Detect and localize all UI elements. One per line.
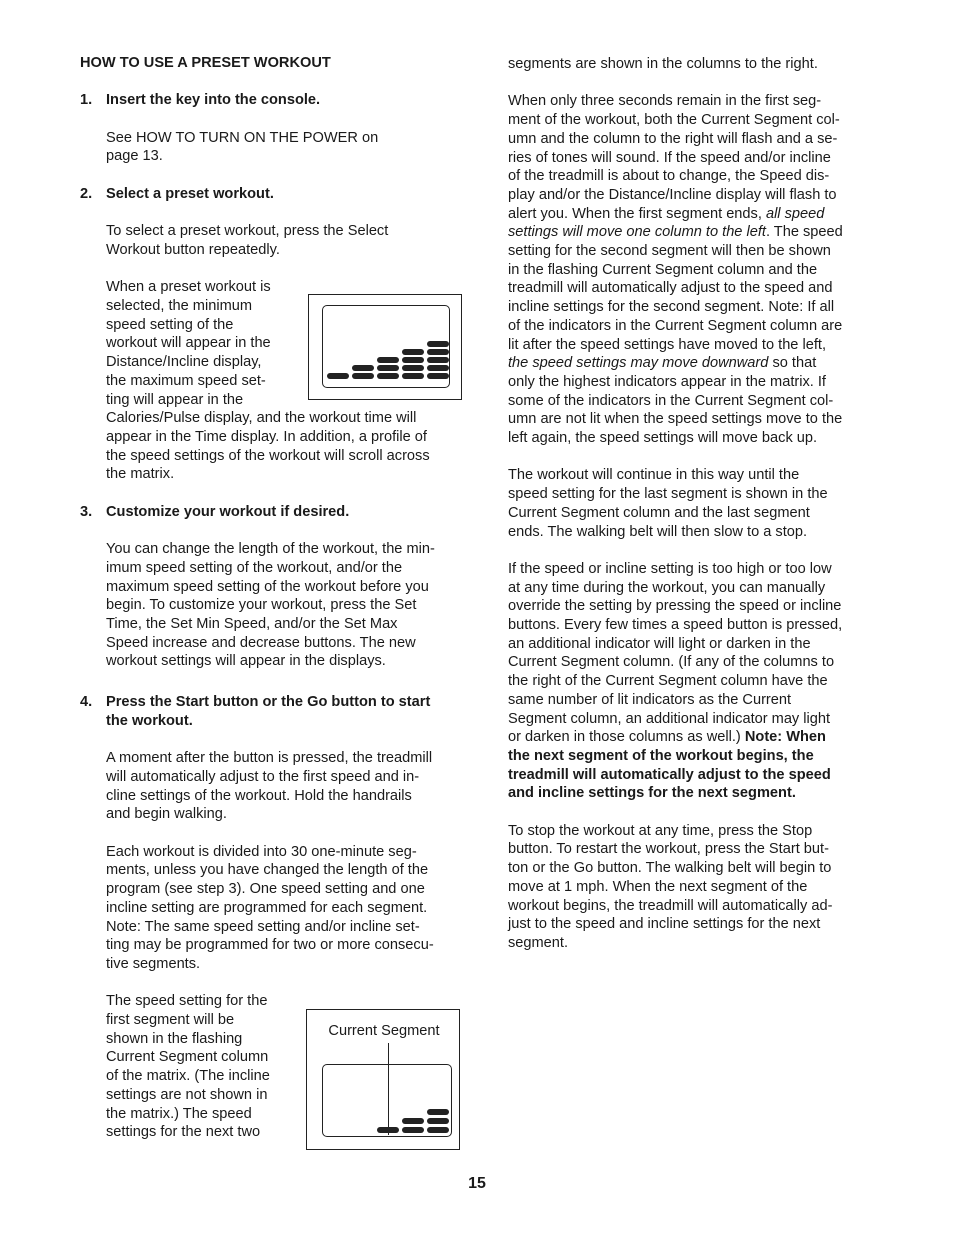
- matrix-indicator: [427, 365, 449, 371]
- step-4-text: A moment after the button is pressed, the treadmill will automatically adjust to the first speed and in- cline settings of the workout. Hold the handrails and begin walking. Each workout is divided into 30 one-minute seg- ments, unless you have changed the length of the program (see step 3). One speed setting and one incline setting are programmed for each segment. Note: The same speed setting and/or incline set- ting may be programmed for two or more consecu- tive segments. The speed setting for the first segment will be shown in the flashing Current Segment column of the matrix. (The incline settings are not shown in the matrix.) The speed settings for the next two: [106, 750, 434, 1141]
- matrix-display: [322, 1064, 452, 1137]
- paragraph-continue: The workout will continue in this way until the speed setting for the last segment is shown in the Current Segment column and the last segment ends. The walking belt will then slow to a stop.: [508, 467, 828, 540]
- matrix-indicator: [352, 373, 374, 379]
- paragraph-override: If the speed or incline setting is too high or too low at any time during the workout, you can manually override the setting by pressing the speed or incline buttons. Every few times a speed button is pressed, an additional indicator will light or darken in the Current Segment column. (If any of the columns to the right of the Current Segment column have the same number of lit indicators as the Current Segment column, an additional indicator may light or darken in those columns as well.) Note: When the next segment of the workout begins, the treadmill will automatically adjust to the speed and incline settings for the next segment.: [508, 560, 843, 802]
- matrix-display: [322, 305, 450, 388]
- matrix-indicator: [427, 1109, 449, 1115]
- matrix-indicator: [352, 365, 374, 371]
- section-heading: HOW TO USE A PRESET WORKOUT: [80, 55, 331, 71]
- paragraph-stop: To stop the workout at any time, press the Stop button. To restart the workout, press the Start but- ton or the Go button. The walking belt will begin to move at 1 mph. When the next segment of the workout begins, the treadmill will automatically ad- just to the speed and incline settings for the next segment.: [508, 822, 833, 951]
- step-2-text: To select a preset workout, press the Select Workout button repeatedly. When a preset workout is selected, the minimum speed setting of the workout will appear in the Distance/Incline display, the maximum speed set- ting will appear in the Calories/Pulse display, and the workout time will appear in the Time display. In addition, a profile of the speed settings of the workout will scroll across the matrix.: [106, 223, 430, 483]
- matrix-indicator: [402, 1127, 424, 1133]
- matrix-indicator: [402, 1118, 424, 1124]
- matrix-indicator: [402, 357, 424, 363]
- matrix-indicator: [427, 373, 449, 379]
- matrix-indicator: [402, 373, 424, 379]
- page-number: 15: [468, 1175, 486, 1192]
- step-3-title: 3. Customize your workout if desired.: [80, 503, 350, 520]
- matrix-indicator: [427, 1118, 449, 1124]
- step-4-title: 4. Press the Start button or the Go button to start the workout.: [80, 694, 431, 729]
- current-segment-figure: [306, 1009, 460, 1150]
- matrix-indicator: [402, 365, 424, 371]
- step-1-title: 1. Insert the key into the console.: [80, 92, 321, 109]
- matrix-indicator: [377, 373, 399, 379]
- matrix-indicator: [377, 357, 399, 363]
- step-2-title: 2. Select a preset workout.: [80, 185, 274, 202]
- matrix-indicator: [427, 349, 449, 355]
- matrix-indicator: [427, 1127, 449, 1133]
- matrix-indicator: [377, 365, 399, 371]
- step-3-text: You can change the length of the workout, the min- imum speed setting of the workout, and/or the maximum speed setting of the workout before you begin. To customize your workout, press the Set Time, the Set Min Speed, and/or the Set Max Speed increase and decrease buttons. The new workout settings will appear in the displays.: [106, 541, 435, 670]
- left-column: [80, 54, 465, 1142]
- matrix-indicator: [402, 349, 424, 355]
- matrix-profile-figure: [308, 294, 462, 400]
- matrix-indicator: [377, 1127, 399, 1133]
- paragraph-segment-flash: When only three seconds remain in the first seg- ment of the workout, both the Current Segment col- umn and the column to the right will flash and a se- ries of tones will sound. If the speed and/or incline of the treadmill is about to change, the Speed dis- play and/or the Distance/Incline display will flash to alert you. When the first segment ends, all speed settings will move one column to the left. The speed setting for the second segment will then be shown in the flashing Current Segment column and the treadmill will automatically adjust to the speed and incline settings for the second segment. Note: If all of the indicators in the Current Segment column are lit after the speed settings have moved to the left, the speed settings may move downward so that only the highest indicators appear in the matrix. If some of the indicators in the Current Segment col- umn are not lit when the speed settings move to the left again, the speed settings will move back up.: [508, 93, 843, 447]
- matrix-indicator: [427, 341, 449, 347]
- current-segment-label: Current Segment: [328, 1023, 440, 1039]
- matrix-indicator: [327, 373, 349, 379]
- matrix-indicator: [427, 357, 449, 363]
- step-1-text: See HOW TO TURN ON THE POWER on page 13.: [106, 129, 379, 165]
- right-column: segments are shown in the columns to the right. When only three seconds remain in the first seg- ment of the workout, both the Current Segment col- umn and the column to the right will flash and a se- ries of tones will sound. If the speed and/or incline of the treadmill is about to change, the Speed dis- play and/or the Distance/Incline display will flash to alert you. When the first segment ends, all speed settings will move one column to the left. The speed setting for the second segment will then be shown in the flashing Current Segment column and the treadmill will automatically adjust to the speed and incline settings for the second segment. Note: If all of the indicators in the Current Segment column are lit after the speed settings have moved to the left, the speed settings may move downward so that only the highest indicators appear in the matrix. If some of the indicators in the Current Segment col- umn are not lit when the speed settings move to the left again, the speed settings will move back up. The workout will continue in this way until the speed setting for the last segment is shown in the Current Segment column and the last segment ends. The walking belt will then slow to a stop. If the speed or incline setting is too high or too low at any time during the workout, you can manually override the setting by pressing the speed or incline buttons. Every few times a speed button is pressed, an additional indicator will light or darken in the Current Segment column. (If any of the columns to the right of the Current Segment column have the same number of lit indicators as the Current Segment column, an additional indicator may light or darken in those columns as well.) Note: When the next segment of the workout begins, the treadmill will automatically adjust to the speed and incline settings for the next segment. To stop the workout at any time, press the Stop button. To restart the workout, press the Start but- ton or the Go button. The walking belt will begin to move at 1 mph. When the next segment of the workout begins, the treadmill will automatically ad- just to the speed and incline settings for the next segment.: [508, 55, 868, 953]
